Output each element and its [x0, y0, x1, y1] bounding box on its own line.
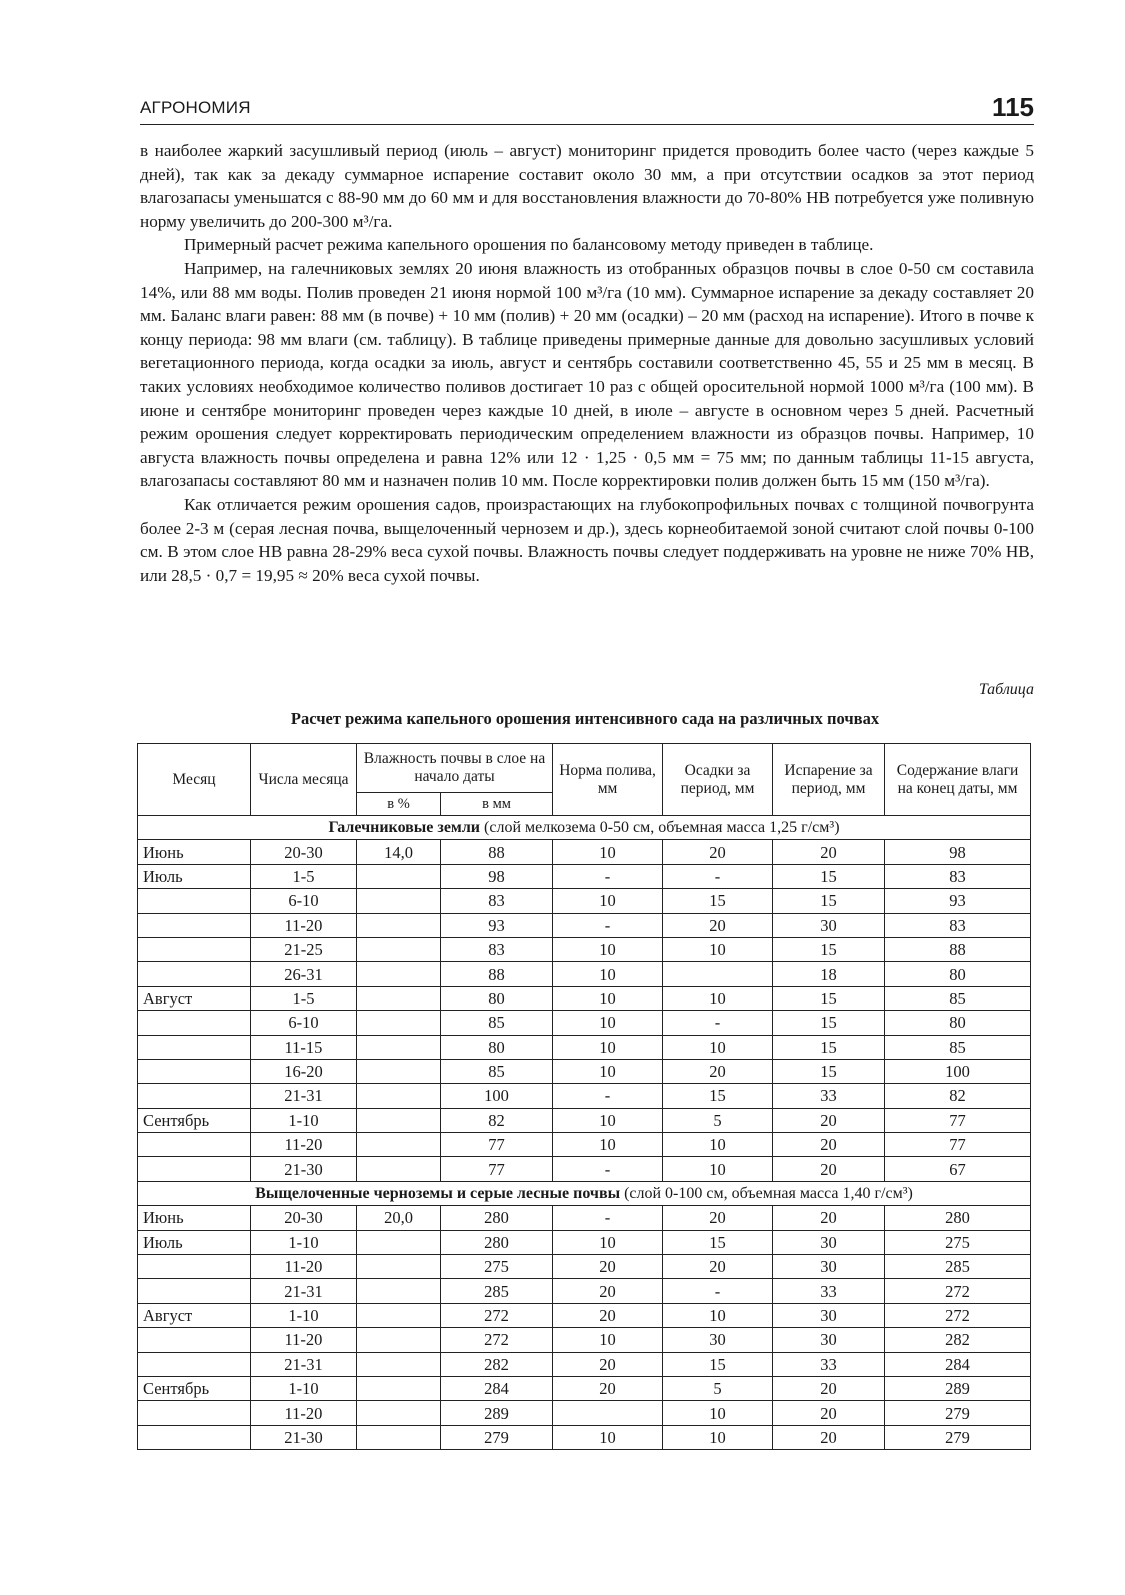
cell-content-end: 275: [885, 1230, 1031, 1254]
table-row: [138, 913, 1031, 937]
header-moisture-pct: в %: [357, 793, 441, 816]
cell-irrigation: 10: [553, 1035, 663, 1059]
table-row: [138, 937, 1031, 961]
cell-dates: 1-10: [251, 1303, 357, 1327]
cell-moisture-mm: 98: [441, 864, 553, 888]
cell-moisture-mm: 280: [441, 1230, 553, 1254]
cell-precipitation: 10: [663, 1035, 773, 1059]
table-row: [138, 1255, 1031, 1279]
table-row: [138, 1279, 1031, 1303]
cell-moisture-mm: 280: [441, 1206, 553, 1230]
cell-irrigation: 10: [553, 1133, 663, 1157]
cell-month: [138, 889, 251, 913]
cell-month: [138, 1328, 251, 1352]
cell-content-end: 272: [885, 1279, 1031, 1303]
cell-evaporation: 30: [773, 1230, 885, 1254]
cell-precipitation: 15: [663, 1084, 773, 1108]
table-row: [138, 986, 1031, 1010]
cell-month: [138, 937, 251, 961]
cell-precipitation: 15: [663, 1230, 773, 1254]
cell-moisture-mm: 284: [441, 1376, 553, 1400]
cell-moisture-pct: [357, 1255, 441, 1279]
cell-content-end: 289: [885, 1376, 1031, 1400]
cell-content-end: 93: [885, 889, 1031, 913]
table-row: [138, 962, 1031, 986]
header-precipitation: Осадки за период, мм: [663, 744, 773, 816]
section-title-soil: Выщелоченные черноземы и серые лесные почвы: [255, 1185, 621, 1203]
cell-content-end: 285: [885, 1255, 1031, 1279]
cell-month: Август: [138, 986, 251, 1010]
table-row: [138, 1157, 1031, 1181]
cell-moisture-mm: 272: [441, 1328, 553, 1352]
cell-dates: 16-20: [251, 1059, 357, 1083]
cell-precipitation: 20: [663, 913, 773, 937]
cell-precipitation: 20: [663, 1255, 773, 1279]
cell-evaporation: 30: [773, 1303, 885, 1327]
cell-precipitation: 10: [663, 1157, 773, 1181]
cell-dates: 6-10: [251, 889, 357, 913]
cell-month: [138, 1059, 251, 1083]
cell-month: [138, 1157, 251, 1181]
cell-moisture-mm: 80: [441, 1035, 553, 1059]
cell-precipitation: 5: [663, 1376, 773, 1400]
cell-moisture-pct: [357, 864, 441, 888]
cell-moisture-mm: 80: [441, 986, 553, 1010]
cell-content-end: 80: [885, 962, 1031, 986]
cell-evaporation: 30: [773, 1255, 885, 1279]
cell-evaporation: 30: [773, 913, 885, 937]
cell-dates: 1-10: [251, 1376, 357, 1400]
cell-month: [138, 1255, 251, 1279]
cell-content-end: 67: [885, 1157, 1031, 1181]
section-row: [138, 1181, 1031, 1205]
cell-moisture-pct: [357, 1035, 441, 1059]
cell-moisture-mm: 82: [441, 1108, 553, 1132]
section-name: АГРОНОМИЯ: [140, 98, 251, 117]
section-title: [138, 816, 1031, 840]
cell-content-end: 85: [885, 1035, 1031, 1059]
table-row: [138, 1230, 1031, 1254]
table-row: [138, 1303, 1031, 1327]
cell-content-end: 280: [885, 1206, 1031, 1230]
cell-month: Июнь: [138, 1206, 251, 1230]
cell-dates: 11-20: [251, 1255, 357, 1279]
cell-moisture-pct: [357, 962, 441, 986]
table-row: [138, 840, 1031, 864]
cell-moisture-pct: [357, 1303, 441, 1327]
cell-irrigation: -: [553, 913, 663, 937]
cell-dates: 21-31: [251, 1352, 357, 1376]
running-header: [140, 92, 1034, 125]
header-evaporation: Испарение за период, мм: [773, 744, 885, 816]
cell-evaporation: 15: [773, 864, 885, 888]
table-row: [138, 1328, 1031, 1352]
cell-precipitation: 30: [663, 1328, 773, 1352]
cell-moisture-pct: [357, 1401, 441, 1425]
cell-month: Июль: [138, 864, 251, 888]
section-title: [138, 1181, 1031, 1205]
table-row: [138, 1108, 1031, 1132]
cell-moisture-mm: 77: [441, 1133, 553, 1157]
cell-moisture-mm: 285: [441, 1279, 553, 1303]
cell-precipitation: 20: [663, 840, 773, 864]
cell-irrigation: 20: [553, 1352, 663, 1376]
cell-moisture-mm: 83: [441, 889, 553, 913]
paragraph: Примерный расчет режима капельного орошения по балансовому методу приведен в таблице.: [184, 235, 874, 255]
cell-evaporation: 15: [773, 986, 885, 1010]
cell-content-end: 272: [885, 1303, 1031, 1327]
section-title-soil: Галечниковые земли: [328, 819, 481, 837]
cell-moisture-pct: [357, 1084, 441, 1108]
cell-evaporation: 33: [773, 1084, 885, 1108]
cell-content-end: 100: [885, 1059, 1031, 1083]
cell-dates: 1-10: [251, 1108, 357, 1132]
cell-content-end: 82: [885, 1084, 1031, 1108]
table-title: Расчет режима капельного орошения интенсивного сада на различных почвах: [290, 709, 880, 728]
cell-irrigation: 10: [553, 1230, 663, 1254]
cell-precipitation: 20: [663, 1206, 773, 1230]
cell-dates: 21-31: [251, 1084, 357, 1108]
cell-irrigation: -: [553, 1206, 663, 1230]
cell-irrigation: -: [553, 864, 663, 888]
cell-dates: 21-25: [251, 937, 357, 961]
cell-moisture-mm: 77: [441, 1157, 553, 1181]
cell-moisture-mm: 272: [441, 1303, 553, 1327]
cell-content-end: 279: [885, 1425, 1031, 1449]
cell-month: [138, 1035, 251, 1059]
cell-irrigation: 20: [553, 1376, 663, 1400]
section-title-details: (слой мелкозема 0-50 см, объемная масса 1,25 г/см³): [480, 819, 840, 837]
cell-evaporation: 20: [773, 1401, 885, 1425]
cell-dates: 6-10: [251, 1011, 357, 1035]
cell-evaporation: 33: [773, 1279, 885, 1303]
cell-evaporation: 20: [773, 1133, 885, 1157]
table-row: [138, 1352, 1031, 1376]
cell-moisture-pct: [357, 1133, 441, 1157]
cell-evaporation: 15: [773, 1059, 885, 1083]
cell-evaporation: 33: [773, 1352, 885, 1376]
cell-month: [138, 1011, 251, 1035]
cell-precipitation: 5: [663, 1108, 773, 1132]
table-row: [138, 1401, 1031, 1425]
cell-irrigation: -: [553, 1157, 663, 1181]
cell-irrigation: 10: [553, 986, 663, 1010]
body-text: [140, 139, 1034, 587]
cell-moisture-mm: 289: [441, 1401, 553, 1425]
cell-irrigation: 10: [553, 840, 663, 864]
cell-dates: 11-20: [251, 1328, 357, 1352]
cell-moisture-pct: [357, 1328, 441, 1352]
cell-month: [138, 962, 251, 986]
cell-moisture-mm: 93: [441, 913, 553, 937]
irrigation-table: [137, 743, 1031, 1450]
cell-month: Сентябрь: [138, 1376, 251, 1400]
cell-moisture-pct: [357, 1425, 441, 1449]
cell-precipitation: 10: [663, 1303, 773, 1327]
cell-dates: 21-30: [251, 1425, 357, 1449]
cell-dates: 1-10: [251, 1230, 357, 1254]
cell-irrigation: 10: [553, 962, 663, 986]
table-row: [138, 1425, 1031, 1449]
table-header: [138, 744, 1031, 816]
table-row: [138, 1011, 1031, 1035]
cell-moisture-pct: 14,0: [357, 840, 441, 864]
cell-content-end: 77: [885, 1133, 1031, 1157]
paragraph: Как отличается режим орошения садов, произрастающих на глубокопрофильных почвах с толщиной почвогрунта более 2-3 м (серая лесная почва, выщелоченный чернозем и др.), здесь корнеобитаемой зоной считают слой почвы 0-100 см. В этом слое НВ равна 28-29% веса сухой почвы. Влажность почвы следует поддерживать на уровне не ниже 70% НВ, или 28,5 · 0,7 = 19,95 ≈ 20% веса сухой почвы.: [140, 494, 1034, 585]
cell-content-end: 284: [885, 1352, 1031, 1376]
cell-content-end: 98: [885, 840, 1031, 864]
cell-dates: 20-30: [251, 840, 357, 864]
cell-precipitation: -: [663, 1279, 773, 1303]
cell-dates: 21-30: [251, 1157, 357, 1181]
cell-irrigation: 20: [553, 1279, 663, 1303]
cell-irrigation: 10: [553, 1108, 663, 1132]
cell-precipitation: 10: [663, 986, 773, 1010]
table-body: [138, 816, 1031, 1450]
cell-irrigation: 10: [553, 1425, 663, 1449]
cell-irrigation: 20: [553, 1255, 663, 1279]
section-title-details: (слой 0-100 см, объемная масса 1,40 г/см³): [620, 1185, 913, 1203]
cell-irrigation: -: [553, 1084, 663, 1108]
header-month: Месяц: [138, 744, 251, 816]
cell-moisture-pct: [357, 1352, 441, 1376]
cell-irrigation: 10: [553, 1328, 663, 1352]
cell-moisture-pct: [357, 986, 441, 1010]
cell-evaporation: 30: [773, 1328, 885, 1352]
cell-evaporation: 15: [773, 1011, 885, 1035]
cell-evaporation: 20: [773, 1376, 885, 1400]
cell-dates: 20-30: [251, 1206, 357, 1230]
cell-precipitation: -: [663, 864, 773, 888]
cell-evaporation: 20: [773, 1157, 885, 1181]
cell-moisture-pct: [357, 1059, 441, 1083]
cell-month: [138, 1352, 251, 1376]
header-moisture-mm: в мм: [441, 793, 553, 816]
cell-irrigation: 10: [553, 937, 663, 961]
table-row: [138, 1035, 1031, 1059]
cell-month: Сентябрь: [138, 1108, 251, 1132]
cell-dates: 1-5: [251, 864, 357, 888]
cell-irrigation: 10: [553, 1059, 663, 1083]
cell-precipitation: 10: [663, 1425, 773, 1449]
cell-precipitation: 10: [663, 1401, 773, 1425]
table-row: [138, 1059, 1031, 1083]
cell-moisture-pct: [357, 889, 441, 913]
cell-dates: 21-31: [251, 1279, 357, 1303]
cell-evaporation: 15: [773, 1035, 885, 1059]
table-caption-label: Таблица: [978, 681, 1034, 698]
cell-month: Июль: [138, 1230, 251, 1254]
page-number: 115: [992, 92, 1034, 122]
cell-moisture-pct: [357, 1157, 441, 1181]
section-row: [138, 816, 1031, 840]
cell-moisture-mm: 88: [441, 840, 553, 864]
cell-moisture-pct: [357, 1230, 441, 1254]
table-row: [138, 864, 1031, 888]
cell-evaporation: 15: [773, 937, 885, 961]
cell-moisture-pct: [357, 1011, 441, 1035]
cell-precipitation: -: [663, 1011, 773, 1035]
cell-precipitation: 15: [663, 889, 773, 913]
cell-moisture-mm: 282: [441, 1352, 553, 1376]
cell-dates: 11-20: [251, 1401, 357, 1425]
cell-month: [138, 1401, 251, 1425]
cell-evaporation: 20: [773, 840, 885, 864]
cell-precipitation: 10: [663, 937, 773, 961]
cell-evaporation: 20: [773, 1206, 885, 1230]
cell-moisture-mm: 85: [441, 1011, 553, 1035]
cell-evaporation: 15: [773, 889, 885, 913]
cell-moisture-pct: [357, 937, 441, 961]
cell-precipitation: 10: [663, 1133, 773, 1157]
cell-dates: 11-20: [251, 1133, 357, 1157]
cell-content-end: 80: [885, 1011, 1031, 1035]
cell-dates: 11-20: [251, 913, 357, 937]
cell-month: [138, 1279, 251, 1303]
cell-irrigation: [553, 1401, 663, 1425]
cell-content-end: 282: [885, 1328, 1031, 1352]
cell-irrigation: 10: [553, 889, 663, 913]
cell-evaporation: 20: [773, 1425, 885, 1449]
table-row: [138, 1084, 1031, 1108]
cell-content-end: 85: [885, 986, 1031, 1010]
cell-month: [138, 913, 251, 937]
cell-precipitation: [663, 962, 773, 986]
cell-content-end: 279: [885, 1401, 1031, 1425]
cell-dates: 26-31: [251, 962, 357, 986]
cell-evaporation: 20: [773, 1108, 885, 1132]
cell-month: Июнь: [138, 840, 251, 864]
header-irrigation: Норма полива, мм: [553, 744, 663, 816]
table-row: [138, 1376, 1031, 1400]
cell-moisture-mm: 275: [441, 1255, 553, 1279]
cell-moisture-pct: [357, 1279, 441, 1303]
cell-month: [138, 1425, 251, 1449]
cell-evaporation: 18: [773, 962, 885, 986]
cell-moisture-mm: 279: [441, 1425, 553, 1449]
cell-precipitation: 20: [663, 1059, 773, 1083]
cell-moisture-pct: [357, 913, 441, 937]
cell-precipitation: 15: [663, 1352, 773, 1376]
table-row: [138, 1206, 1031, 1230]
cell-moisture-mm: 100: [441, 1084, 553, 1108]
header-moisture: Влажность почвы в слое на начало даты: [357, 744, 553, 793]
cell-month: Август: [138, 1303, 251, 1327]
cell-moisture-pct: [357, 1108, 441, 1132]
cell-moisture-mm: 85: [441, 1059, 553, 1083]
cell-irrigation: 20: [553, 1303, 663, 1327]
cell-dates: 1-5: [251, 986, 357, 1010]
cell-moisture-mm: 88: [441, 962, 553, 986]
header-content-end: Содержание влаги на конец даты, мм: [885, 744, 1031, 816]
cell-content-end: 88: [885, 937, 1031, 961]
cell-dates: 11-15: [251, 1035, 357, 1059]
paragraph: Например, на галечниковых землях 20 июня влажность из отобранных образцов почвы в слое 0-50 см составила 14%, или 88 мм воды. Полив проведен 21 июня нормой 100 м³/га (10 мм). Суммарное испарение за декаду составляет 20 мм. Баланс влаги равен: 88 мм (в почве) + 10 мм (полив) + 20 мм (осадки) – 20 мм (расход на испарение). Итого в почве к концу периода: 98 мм влаги (см. таблицу). В таблице приведены примерные данные для довольно засушливых условий вегетационного периода, когда осадки за июль, август и сентябрь составили соответственно 45, 55 и 25 мм в месяц. В таких условиях необходимое количество поливов достигает 10 раз с общей оросительной нормой 1000 м³/га (100 мм). В июне и сентябре мониторинг проведен через каждые 10 дней, в июле – августе в основном через 5 дней. Расчетный режим орошения следует корректировать периодическим определением влажности из образцов почвы. Например, 10 августа влажность почвы определена и равна 12% или 12 · 1,25 · 0,5 мм = 75 мм; по данным таблицы 11-15 августа, влагозапасы составляют 80 мм и назначен полив 10 мм. После корректировки полив должен быть 15 мм (150 м³/га).: [140, 258, 1034, 491]
table-row: [138, 889, 1031, 913]
paragraph: в наиболее жаркий засушливый период (июль – август) мониторинг придется проводить более часто (через каждые 5 дней), так как за декаду суммарное испарение составит около 30 мм, а при отсутствии осадков за этот период влагозапасы уменьшатся с 88-90 мм до 60 мм и для восстановления влажности до 70-80% НВ потребуется уже поливную норму увеличить до 200-300 м³/га.: [140, 141, 1034, 231]
cell-content-end: 83: [885, 864, 1031, 888]
cell-moisture-mm: 83: [441, 937, 553, 961]
table-row: [138, 1133, 1031, 1157]
cell-month: [138, 1133, 251, 1157]
cell-irrigation: 10: [553, 1011, 663, 1035]
cell-content-end: 83: [885, 913, 1031, 937]
header-dates: Числа месяца: [251, 744, 357, 816]
cell-moisture-pct: [357, 1376, 441, 1400]
cell-month: [138, 1084, 251, 1108]
cell-moisture-pct: 20,0: [357, 1206, 441, 1230]
cell-content-end: 77: [885, 1108, 1031, 1132]
